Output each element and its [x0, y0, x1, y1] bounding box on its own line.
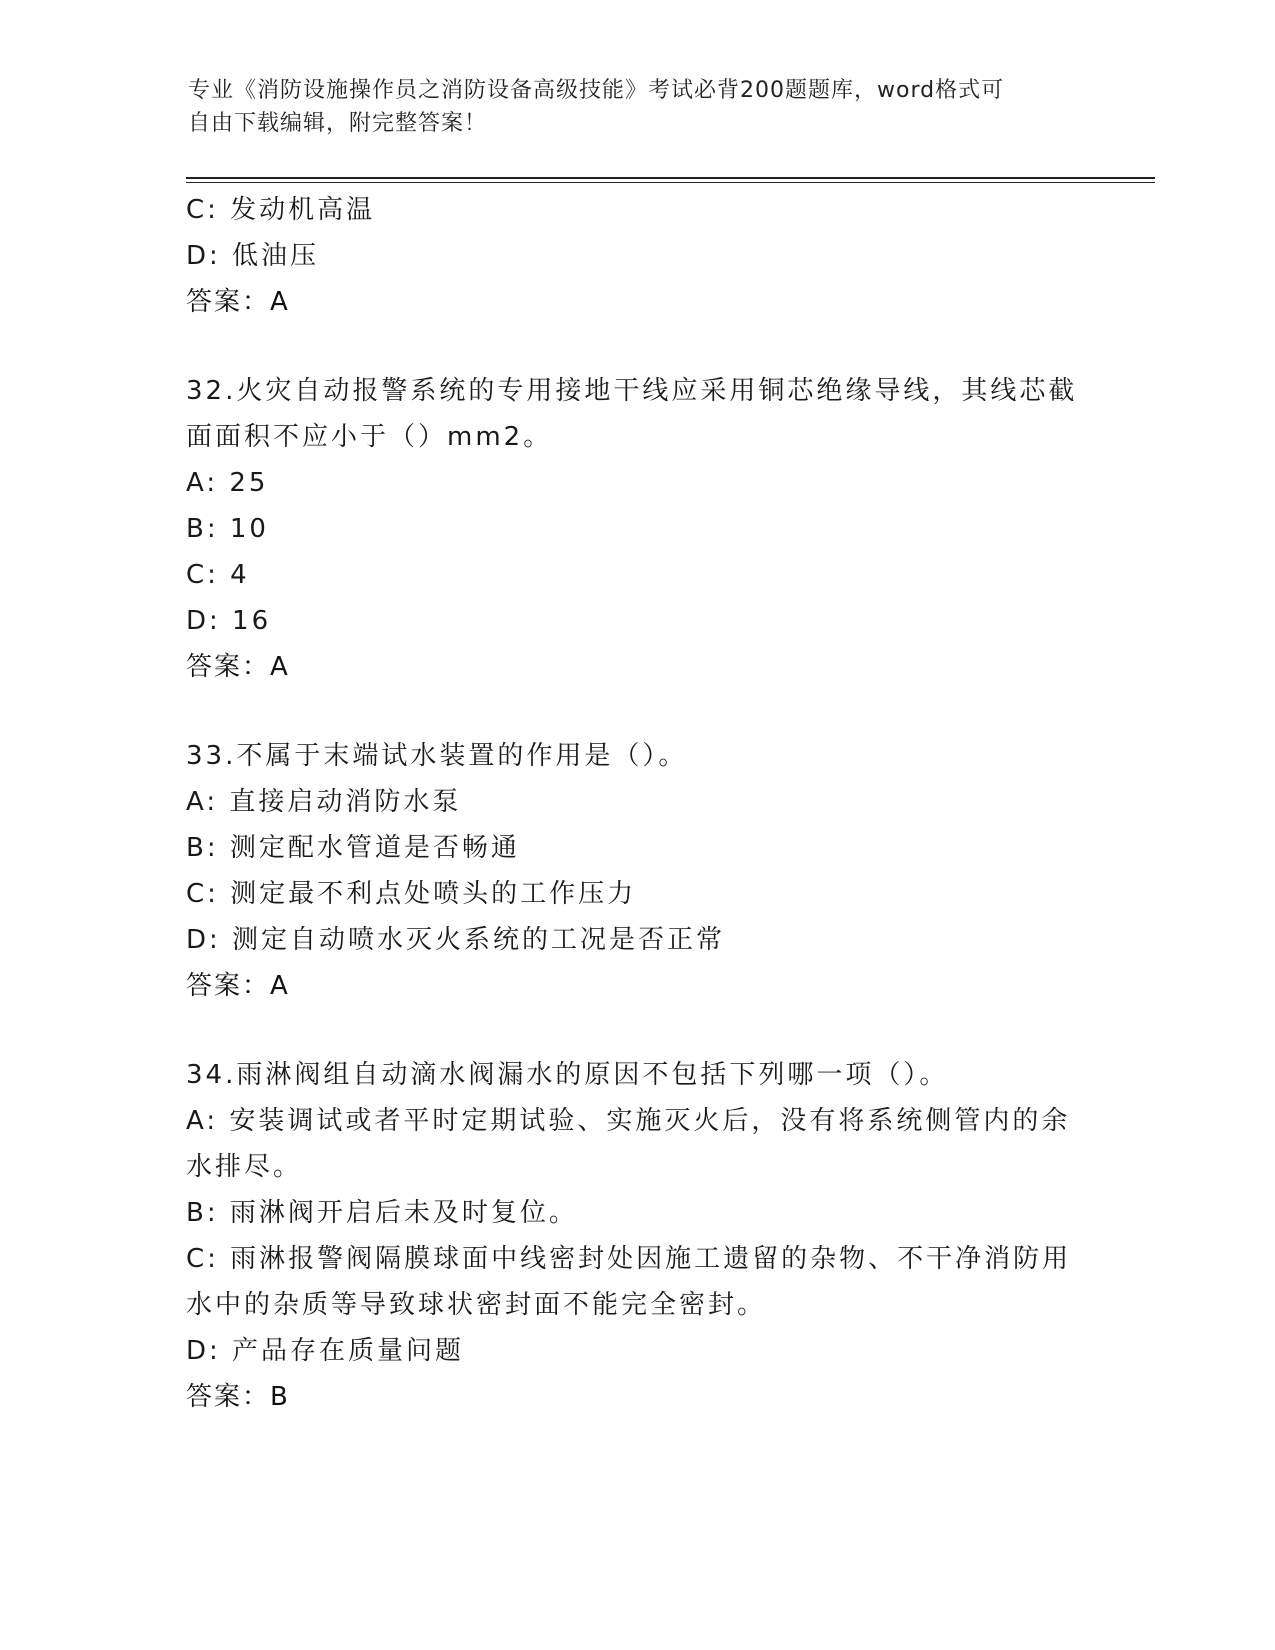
answer-line: 答案：A: [186, 287, 290, 317]
option-c: C: 4: [186, 560, 250, 590]
option-a: A: 安装调试或者平时定期试验、实施灭火后，没有将系统侧管内的余: [186, 1106, 1071, 1136]
option-d: D: 测定自动喷水灭火系统的工况是否正常: [186, 925, 726, 955]
question-list: [186, 187, 1086, 1420]
answer-line: 答案：B: [186, 1382, 290, 1412]
option-b: B: 10: [186, 514, 269, 544]
option-a: A: 25: [186, 468, 269, 498]
header-line-1: 专业《消防设施操作员之消防设备高级技能》考试必背200题题库，word格式可: [188, 78, 1005, 103]
answer-line: 答案：A: [186, 971, 290, 1001]
option-c: C: 发动机高温: [186, 195, 376, 225]
option-d: D: 低油压: [186, 241, 320, 271]
option-a-continued: 水排尽。: [186, 1152, 303, 1182]
question-34: [186, 1052, 1086, 1420]
header-divider-thin: [186, 182, 1155, 183]
question-stem: 面面积不应小于（）mm2。: [186, 422, 553, 452]
option-d: D: 产品存在质量问题: [186, 1336, 465, 1366]
question-stem: 33.不属于末端试水装置的作用是（）。: [186, 741, 688, 771]
option-c: C: 雨淋报警阀隔膜球面中线密封处因施工遗留的杂物、不干净消防用: [186, 1244, 1072, 1274]
option-c: C: 测定最不利点处喷头的工作压力: [186, 879, 637, 909]
document-header: [188, 74, 1088, 140]
header-divider-thick: [186, 177, 1155, 179]
option-b: B: 雨淋阀开启后未及时复位。: [186, 1198, 578, 1228]
answer-line: 答案：A: [186, 652, 290, 682]
spacer: [186, 690, 1086, 733]
option-c-continued: 水中的杂质等导致球状密封面不能完全密封。: [186, 1290, 767, 1320]
option-d: D: 16: [186, 606, 272, 636]
question-32: [186, 368, 1086, 690]
question-33: [186, 733, 1086, 1009]
header-line-2: 自由下载编辑，附完整答案！: [188, 111, 488, 136]
question-stem: 34.雨淋阀组自动滴水阀漏水的原因不包括下列哪一项（）。: [186, 1060, 949, 1090]
option-b: B: 测定配水管道是否畅通: [186, 833, 520, 863]
spacer: [186, 1009, 1086, 1052]
question-31-tail: [186, 187, 1086, 325]
option-a: A: 直接启动消防水泵: [186, 787, 462, 817]
spacer: [186, 325, 1086, 368]
question-stem: 32.火灾自动报警系统的专用接地干线应采用铜芯绝缘导线，其线芯截: [186, 376, 1078, 406]
